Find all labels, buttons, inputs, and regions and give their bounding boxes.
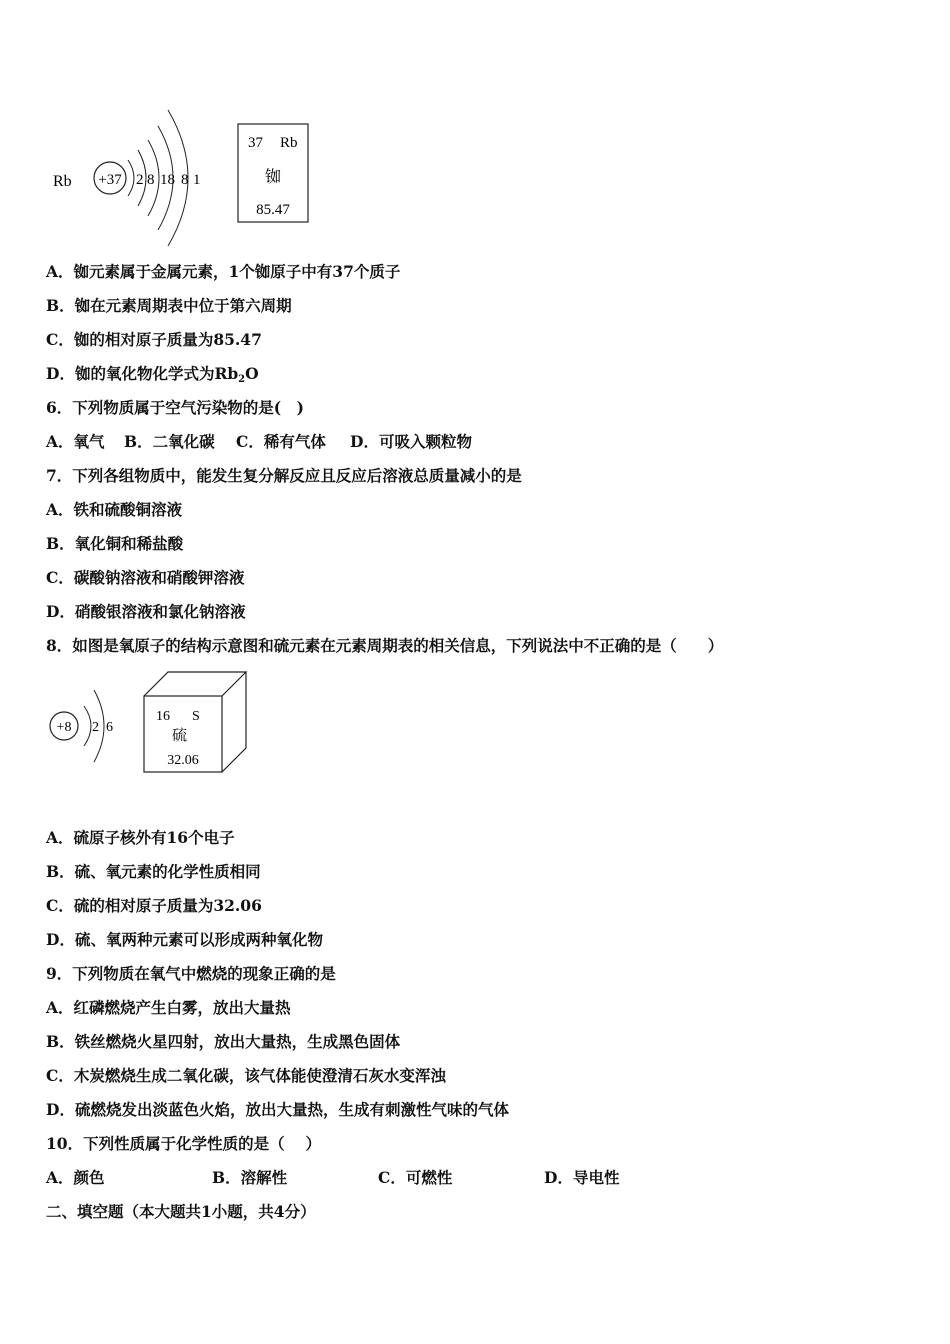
q6-option-a: A．氧气 — [46, 432, 105, 451]
q8-option-b: B．硫、氧元素的化学性质相同 — [46, 862, 261, 881]
q6-option-c: C．稀有气体 — [236, 432, 326, 451]
q5-option-d-text: D．铷的氧化物化学式为Rb — [46, 364, 239, 383]
sulfur-card-symbol: S — [192, 709, 200, 724]
sulfur-card-name: 硫 — [172, 728, 188, 744]
q6-stem: 6．下列物质属于空气污染物的是( ) — [46, 398, 304, 417]
q7-option-d: D．硝酸银溶液和氯化钠溶液 — [46, 602, 246, 621]
q6-option-d: D．可吸入颗粒物 — [350, 432, 472, 451]
q10-stem: 10．下列性质属于化学性质的是（ ） — [46, 1134, 321, 1153]
q5-option-c: C．铷的相对原子质量为85.47 — [46, 330, 262, 349]
rb-shell-count-4: 8 — [181, 172, 189, 188]
rb-nucleus-charge: +37 — [98, 172, 122, 188]
q10-option-c: C．可燃性 — [378, 1168, 453, 1187]
q9-option-d: D．硫燃烧发出淡蓝色火焰，放出大量热，生成有刺激性气味的气体 — [46, 1100, 509, 1119]
rb-card-name: 铷 — [264, 169, 282, 186]
rb-symbol: Rb — [53, 173, 72, 190]
rb-shell-count-5: 1 — [193, 172, 201, 188]
oxygen-shell-count-2: 6 — [106, 720, 113, 735]
rb-shell-count-1: 2 — [136, 172, 144, 188]
q7-option-b: B．氧化铜和稀盐酸 — [46, 534, 184, 553]
oxygen-sulfur-figure — [46, 668, 266, 778]
q5-option-a: A．铷元素属于金属元素，1个铷原子中有37个质子 — [46, 262, 401, 281]
sulfur-card-mass: 32.06 — [167, 753, 199, 768]
q6-option-b: B．二氧化碳 — [124, 432, 215, 451]
q10-option-d: D．导电性 — [544, 1168, 620, 1187]
rb-shell-count-2: 8 — [147, 172, 155, 188]
oxygen-shell-count-1: 2 — [92, 720, 99, 735]
rb-card-symbol: Rb — [280, 135, 298, 151]
q7-stem: 7．下列各组物质中，能发生复分解反应且反应后溶液总质量减小的是 — [46, 466, 522, 485]
rb-shell-count-3: 18 — [160, 172, 175, 188]
sulfur-card-number: 16 — [156, 709, 170, 724]
sulfur-card-top — [144, 672, 246, 696]
rb-card-mass: 85.47 — [256, 202, 290, 218]
q5-option-b: B．铷在元素周期表中位于第六周期 — [46, 296, 292, 315]
q7-option-a: A．铁和硫酸铜溶液 — [46, 500, 183, 519]
sulfur-card-side — [222, 672, 246, 772]
q5-option-d — [46, 364, 259, 384]
q6-options — [46, 432, 472, 452]
rubidium-structure-figure — [50, 100, 370, 250]
q9-option-a: A．红磷燃烧产生白雾，放出大量热 — [46, 998, 291, 1017]
q8-option-d: D．硫、氧两种元素可以形成两种氧化物 — [46, 930, 323, 949]
rb-shell-arc-1 — [128, 160, 134, 196]
q8-option-c: C．硫的相对原子质量为32.06 — [46, 896, 262, 915]
q5-option-d-suffix: O — [245, 364, 259, 383]
rb-card-number: 37 — [248, 135, 263, 151]
section2-title: 二、填空题（本大题共1小题，共4分） — [46, 1202, 316, 1221]
q10-option-b: B．溶解性 — [212, 1168, 288, 1187]
oxygen-shell-arc-1 — [84, 706, 91, 746]
q10-option-a: A．颜色 — [46, 1168, 105, 1187]
q9-option-b: B．铁丝燃烧火星四射，放出大量热，生成黑色固体 — [46, 1032, 401, 1051]
q8-stem: 8．如图是氧原子的结构示意图和硫元素在元素周期表的相关信息，下列说法中不正确的是（ ） — [46, 636, 724, 655]
q10-options — [46, 1168, 619, 1188]
q5-option-d-subscript: 2 — [238, 374, 246, 385]
q9-option-c: C．木炭燃烧生成二氧化碳，该气体能使澄清石灰水变浑浊 — [46, 1066, 446, 1085]
q7-option-c: C．碳酸钠溶液和硝酸钾溶液 — [46, 568, 245, 587]
oxygen-nucleus-charge: +8 — [56, 720, 72, 735]
q8-option-a: A．硫原子核外有16个电子 — [46, 828, 235, 847]
q9-stem: 9．下列物质在氧气中燃烧的现象正确的是 — [46, 964, 336, 983]
